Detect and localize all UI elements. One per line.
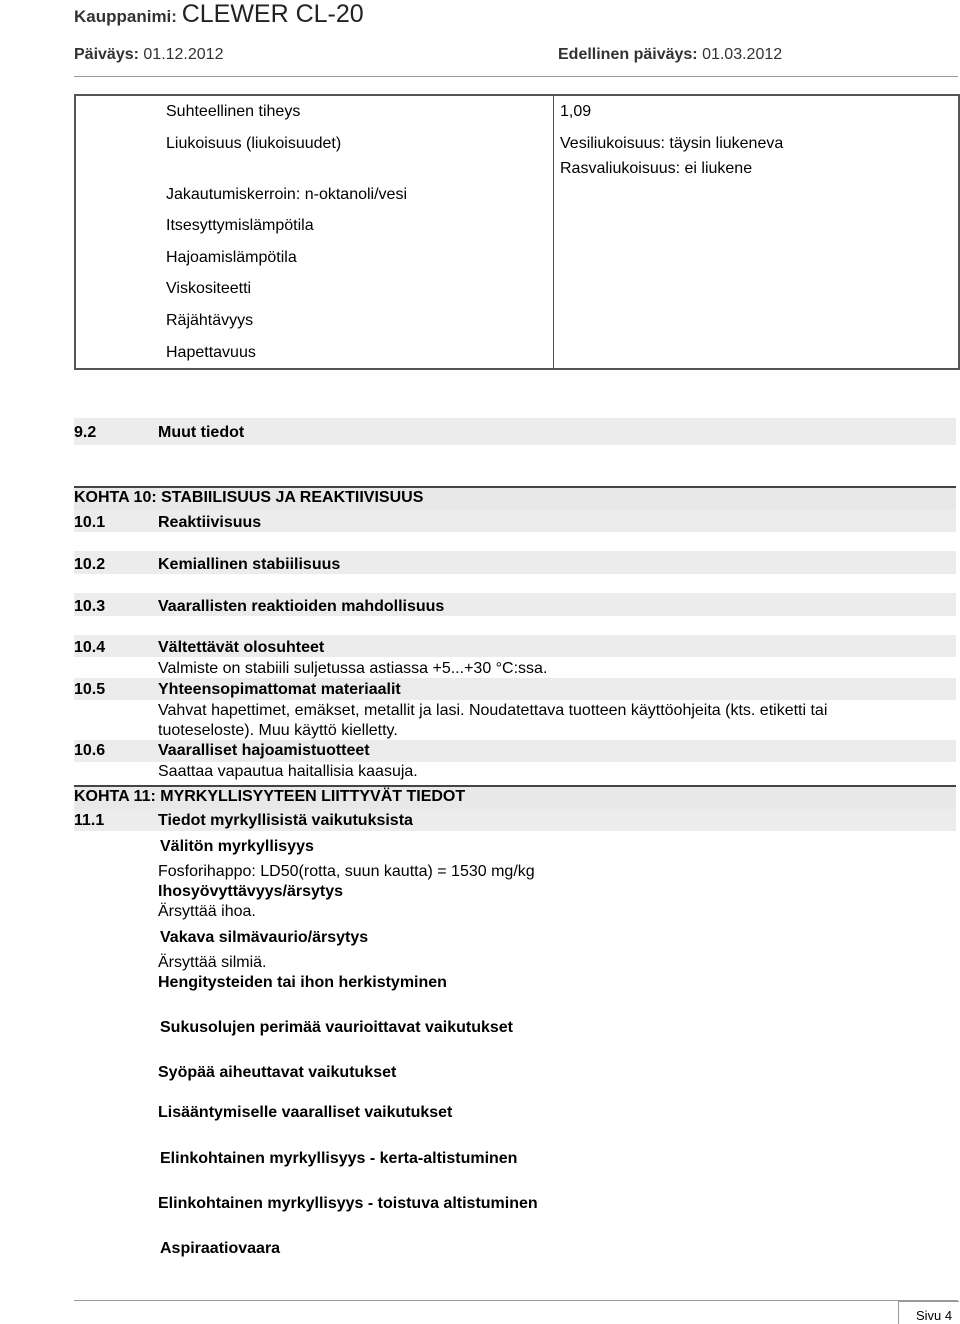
subsection-title: Vaaralliset hajoamistuotteet <box>158 742 370 759</box>
section-heading: KOHTA 10: STABIILISUUS JA REAKTIIVISUUS <box>74 489 424 506</box>
table-divider <box>553 96 554 368</box>
subsection-number: 10.6 <box>74 742 106 759</box>
property-value: 1,09 <box>560 103 592 120</box>
subsection-text: Valmiste on stabiili suljetussa astiassa +5...+30 °C:ssa. <box>158 660 548 677</box>
page-number: Sivu 4 <box>916 1308 953 1323</box>
subsection-number: 10.3 <box>74 598 106 615</box>
subsection-number: 11.1 <box>74 812 105 829</box>
trade-name-label: Kauppanimi: <box>74 7 177 26</box>
property-label: Viskositeetti <box>166 280 252 297</box>
property-label: Hapettavuus <box>166 344 256 361</box>
subsection-number: 10.1 <box>74 514 106 531</box>
property-value: Vesiliukoisuus: täysin liukeneva <box>560 135 784 152</box>
previous-date <box>558 46 782 64</box>
date-label: Päiväys: <box>74 46 139 63</box>
toxicity-entry-title: Sukusolujen perimää vaurioittavat vaikutukset <box>160 1019 514 1036</box>
trade-name <box>74 0 364 29</box>
property-value-2: Rasvaliukoisuus: ei liukene <box>560 160 753 177</box>
section-heading: KOHTA 11: MYRKYLLISYYTEEN LIITTYVÄT TIEDOT <box>74 788 466 805</box>
toxicity-entry-title: Elinkohtainen myrkyllisyys - toistuva altistuminen <box>158 1195 538 1212</box>
subsection-text: Vahvat hapettimet, emäkset, metallit ja lasi. Noudatettava tuotteen käyttöohjeita (kts. etiketti tai <box>158 702 828 719</box>
toxicity-entry-title: Ihosyövyttävyys/ärsytys <box>158 883 343 900</box>
property-label: Hajoamislämpötila <box>166 249 297 266</box>
header-divider <box>74 76 958 77</box>
subsection-title: Yhteensopimattomat materiaalit <box>158 681 401 698</box>
subsection-title: Vaarallisten reaktioiden mahdollisuus <box>158 598 445 615</box>
property-label: Liukoisuus (liukoisuudet) <box>166 135 342 152</box>
subsection-title: Kemiallinen stabiilisuus <box>158 556 341 573</box>
subsection-number: 10.5 <box>74 681 106 698</box>
previous-date-label: Edellinen päiväys: <box>558 46 698 63</box>
subsection-text: Saattaa vapautua haitallisia kaasuja. <box>158 763 418 780</box>
subsection-title: Muut tiedot <box>158 424 245 441</box>
trade-name-value: CLEWER CL-20 <box>181 0 364 28</box>
previous-date-value: 01.03.2012 <box>702 46 783 63</box>
property-label: Suhteellinen tiheys <box>166 103 301 120</box>
date <box>74 46 223 64</box>
toxicity-entry-title: Aspiraatiovaara <box>160 1240 281 1257</box>
subsection-number: 10.2 <box>74 556 106 573</box>
subsection-title: Vältettävät olosuhteet <box>158 639 325 656</box>
toxicity-entry-text: Ärsyttää silmiä. <box>158 954 267 971</box>
property-label: Jakautumiskerroin: n-oktanoli/vesi <box>166 186 407 203</box>
date-value: 01.12.2012 <box>143 46 224 63</box>
subsection-number: 10.4 <box>74 639 106 656</box>
subsection-title: Reaktiivisuus <box>158 514 262 531</box>
toxicity-entry-title: Elinkohtainen myrkyllisyys - kerta-altistuminen <box>160 1150 518 1167</box>
toxicity-entry-title: Vakava silmävaurio/ärsytys <box>160 929 369 946</box>
subsection-title: Tiedot myrkyllisistä vaikutuksista <box>158 812 413 829</box>
property-label: Räjähtävyys <box>166 312 254 329</box>
toxicity-entry-text: Fosforihappo: LD50(rotta, suun kautta) = 1530 mg/kg <box>158 863 535 880</box>
property-label: Itsesyttymislämpötila <box>166 217 314 234</box>
toxicity-entry-title: Hengitysteiden tai ihon herkistyminen <box>158 974 447 991</box>
toxicity-entry-title: Lisääntymiselle vaaralliset vaikutukset <box>158 1104 453 1121</box>
subsection-number: 9.2 <box>74 424 97 441</box>
toxicity-entry-title: Syöpää aiheuttavat vaikutukset <box>158 1064 397 1081</box>
footer-divider <box>74 1300 958 1301</box>
toxicity-entry-title: Välitön myrkyllisyys <box>160 838 314 855</box>
toxicity-entry-text: Ärsyttää ihoa. <box>158 903 256 920</box>
subsection-text-2: tuoteseloste). Muu käyttö kielletty. <box>158 722 398 739</box>
